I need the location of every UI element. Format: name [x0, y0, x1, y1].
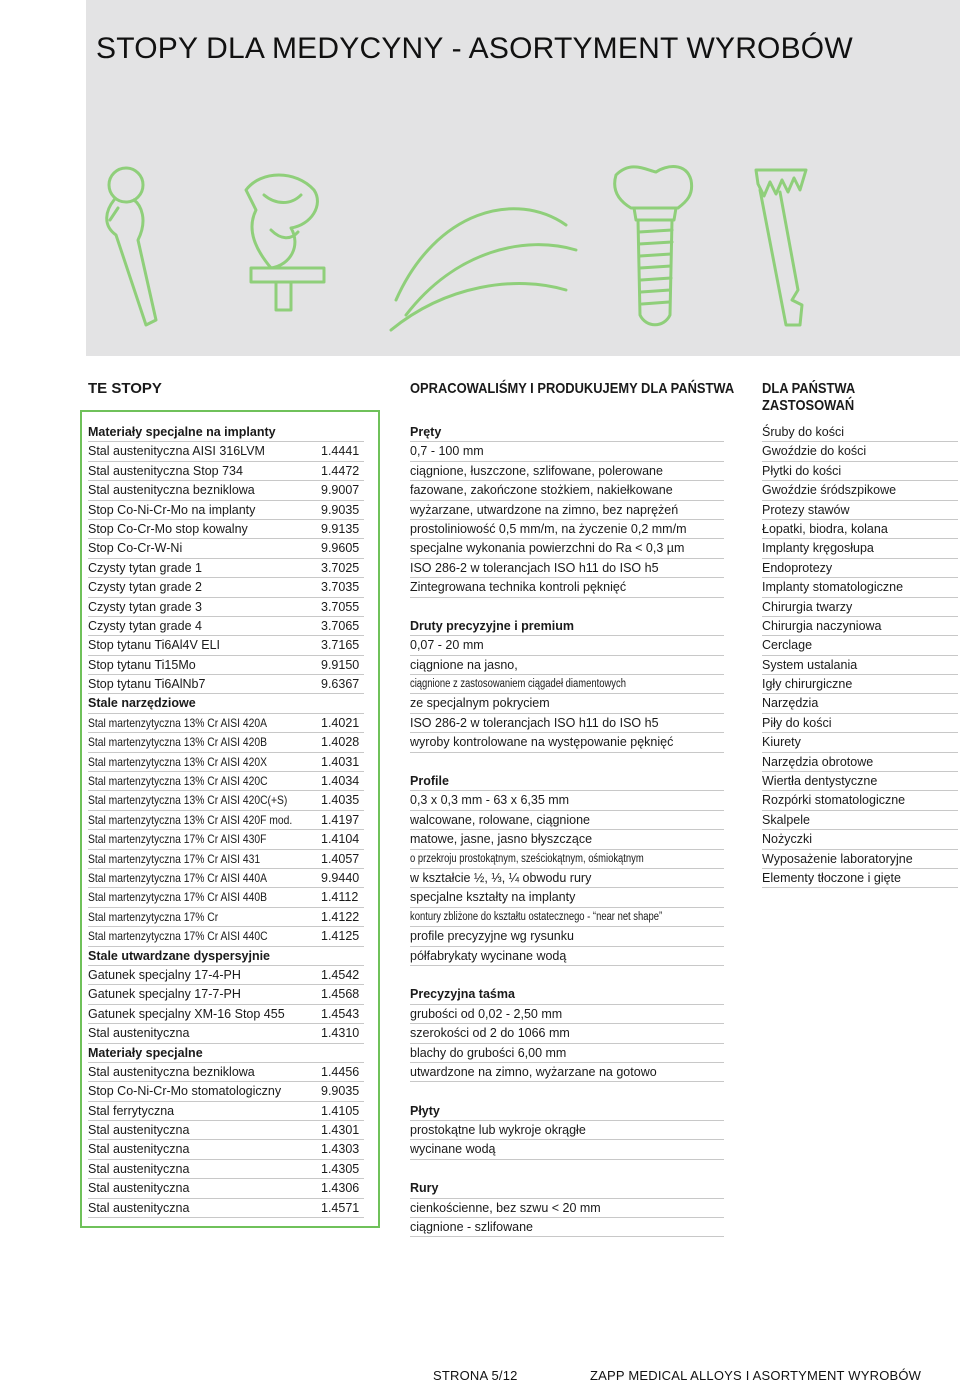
list-item	[88, 501, 364, 520]
list-item	[88, 985, 364, 1004]
application-item	[762, 753, 958, 772]
material-code: 9.9007	[321, 483, 360, 498]
list-item	[410, 908, 724, 927]
material-code: 1.4310	[321, 1026, 360, 1041]
material-code: 1.4571	[321, 1200, 360, 1215]
application-item	[762, 578, 958, 597]
list-item	[88, 927, 364, 946]
material-code: 1.4105	[321, 1103, 360, 1118]
material-code: 1.4543	[321, 1006, 360, 1021]
list-item	[410, 714, 724, 733]
section-heading	[410, 772, 724, 791]
section-heading	[88, 694, 364, 713]
list-item	[88, 1063, 364, 1082]
item-name: Stal austenityczna Stop 734	[88, 463, 243, 478]
item-name: Stal martenzytyczna 13% Cr AISI 420A	[88, 715, 267, 730]
application-item	[762, 501, 958, 520]
item-name: Stal austenityczna bezniklowa	[88, 483, 255, 498]
section-heading	[410, 985, 724, 1004]
material-code: 1.4542	[321, 967, 360, 982]
list-item	[88, 675, 364, 694]
material-code: 9.9135	[321, 521, 360, 536]
item-name: Stal martenzytyczna 17% Cr AISI 431	[88, 851, 261, 866]
item-name: blachy do grubości 6,00 mm	[410, 1045, 567, 1060]
list-item	[410, 1199, 724, 1218]
products-list	[410, 423, 724, 1237]
spacer	[410, 1160, 724, 1179]
material-code: 1.4472	[321, 463, 360, 478]
item-name: System ustalania	[762, 657, 858, 672]
spacer	[410, 966, 724, 985]
list-item	[410, 1005, 724, 1024]
application-item	[762, 830, 958, 849]
item-name: fazowane, zakończone stożkiem, nakiełkowane	[410, 483, 673, 498]
item-name: grubości od 0,02 - 2,50 mm	[410, 1006, 563, 1021]
item-name: Cerclage	[762, 638, 813, 653]
mid-column-heading: OPRACOWALIŚMY I PRODUKUJEMY DLA PAŃSTWA	[410, 380, 735, 397]
material-code: 1.4057	[321, 851, 360, 866]
application-item	[762, 520, 958, 539]
list-item	[410, 1024, 724, 1043]
item-name: o przekroju prostokątnym, sześciokątnym, ośmiokątnym	[410, 852, 644, 865]
material-code: 1.4122	[321, 909, 360, 924]
list-item	[410, 830, 724, 849]
material-code: 3.7035	[321, 580, 360, 595]
item-name: półfabrykaty wycinane wodą	[410, 948, 567, 963]
item-name: Stal austenityczna	[88, 1181, 190, 1196]
item-name: 0,7 - 100 mm	[410, 444, 484, 459]
applications-list	[762, 423, 958, 888]
list-item	[88, 539, 364, 558]
item-name: Narzędzia	[762, 696, 819, 711]
spacer	[410, 598, 724, 617]
material-code: 1.4028	[321, 735, 360, 750]
list-item	[410, 1044, 724, 1063]
list-item	[88, 1102, 364, 1121]
item-name: Implanty stomatologiczne	[762, 580, 904, 595]
item-name: ISO 286-2 w tolerancjach ISO h11 do ISO h5	[410, 560, 659, 575]
material-code: 9.6367	[321, 677, 360, 692]
material-code: 1.4456	[321, 1064, 360, 1079]
material-code: 1.4306	[321, 1181, 360, 1196]
item-name: specjalne wykonania powierzchni do Ra < 0,3 µm	[410, 541, 685, 556]
item-name: Pręty	[410, 425, 442, 439]
list-item	[410, 947, 724, 966]
application-item	[762, 675, 958, 694]
material-code: 1.4125	[321, 929, 360, 944]
item-name: 0,07 - 20 mm	[410, 638, 484, 653]
application-item	[762, 714, 958, 733]
material-code: 3.7065	[321, 618, 360, 633]
list-item	[410, 1121, 724, 1140]
list-item	[410, 539, 724, 558]
section-heading	[88, 947, 364, 966]
material-code: 3.7165	[321, 638, 360, 653]
list-item	[410, 636, 724, 655]
item-name: Stal martenzytyczna 17% Cr	[88, 909, 219, 924]
item-name: Rozpórki stomatologiczne	[762, 793, 906, 808]
list-item	[88, 830, 364, 849]
application-item	[762, 462, 958, 481]
item-name: Śruby do kości	[762, 425, 844, 439]
item-name: prostokątne lub wykroje okrągłe	[410, 1123, 586, 1138]
section-heading	[410, 423, 724, 442]
material-code: 1.4305	[321, 1161, 360, 1176]
item-name: Czysty tytan grade 2	[88, 580, 202, 595]
list-item	[88, 1179, 364, 1198]
item-name: Gwoździe do kości	[762, 444, 867, 459]
item-name: Stal austenityczna	[88, 1200, 190, 1215]
item-name: Zintegrowana technika kontroli pęknięć	[410, 580, 627, 595]
list-item	[410, 481, 724, 500]
list-item	[88, 888, 364, 907]
item-name: Czysty tytan grade 4	[88, 618, 202, 633]
item-name: Nożyczki	[762, 832, 813, 847]
application-item	[762, 636, 958, 655]
list-item	[88, 850, 364, 869]
section-heading	[410, 617, 724, 636]
application-item	[762, 733, 958, 752]
application-item	[762, 539, 958, 558]
item-name: Stale utwardzane dyspersyjnie	[88, 948, 271, 963]
application-item	[762, 598, 958, 617]
list-item	[410, 656, 724, 675]
item-name: Stal martenzytyczna 17% Cr AISI 440B	[88, 890, 267, 905]
application-item	[762, 423, 958, 442]
item-name: Stal martenzytyczna 17% Cr AISI 440C	[88, 929, 268, 944]
material-code: 9.9035	[321, 1084, 360, 1099]
material-code: 1.4021	[321, 715, 360, 730]
item-name: Gatunek specjalny 17-7-PH	[88, 987, 241, 1002]
list-item	[88, 636, 364, 655]
item-name: kontury zbliżone do kształtu ostatecznego - “near net shape”	[410, 910, 663, 923]
material-code: 1.4112	[321, 890, 359, 905]
list-item	[410, 733, 724, 752]
list-item	[88, 559, 364, 578]
item-name: Stop Co-Cr-Mo stop kowalny	[88, 521, 248, 536]
item-name: Materiały specjalne na implanty	[88, 425, 276, 439]
spacer	[410, 753, 724, 772]
material-code: 1.4301	[321, 1123, 360, 1138]
application-item	[762, 869, 958, 888]
item-name: Stal martenzytyczna 13% Cr AISI 420X	[88, 754, 267, 769]
item-name: Czysty tytan grade 3	[88, 599, 202, 614]
item-name: Stop Co-Ni-Cr-Mo stomatologiczny	[88, 1084, 282, 1099]
list-item	[410, 811, 724, 830]
item-name: Skalpele	[762, 812, 810, 827]
item-name: Stale narzędziowe	[88, 696, 196, 711]
item-name: Łopatki, biodra, kolana	[762, 521, 888, 536]
list-item	[88, 462, 364, 481]
material-code: 1.4104	[321, 832, 360, 847]
list-item	[88, 1140, 364, 1159]
item-name: ciągnione na jasno,	[410, 657, 518, 672]
list-item	[88, 772, 364, 791]
list-item	[88, 753, 364, 772]
material-code: 1.4197	[321, 812, 360, 827]
list-item	[410, 1063, 724, 1082]
item-name: Stal austenityczna AISI 316LVM	[88, 444, 265, 459]
materials-list	[88, 423, 364, 1218]
item-name: Stal martenzytyczna 13% Cr AISI 420C(+S)	[88, 793, 288, 808]
list-item	[410, 442, 724, 461]
item-name: Stal austenityczna	[88, 1161, 190, 1176]
list-item	[88, 520, 364, 539]
list-item	[88, 733, 364, 752]
material-code: 1.4441	[321, 444, 360, 459]
item-name: Stal austenityczna	[88, 1026, 190, 1041]
section-heading	[410, 1179, 724, 1198]
item-name: Elementy tłoczone i gięte	[762, 870, 901, 885]
material-code: 9.9150	[321, 657, 360, 672]
item-name: Gatunek specjalny XM-16 Stop 455	[88, 1006, 285, 1021]
section-heading	[410, 1102, 724, 1121]
item-name: Stal austenityczna	[88, 1123, 190, 1138]
item-name: Gatunek specjalny 17-4-PH	[88, 967, 241, 982]
material-code: 1.4035	[321, 793, 360, 808]
application-item	[762, 617, 958, 636]
list-item	[410, 888, 724, 907]
item-name: Piły do kości	[762, 715, 832, 730]
material-code: 1.4568	[321, 987, 360, 1002]
list-item	[88, 656, 364, 675]
item-name: Stal martenzytyczna 17% Cr AISI 430F	[88, 832, 267, 847]
material-code: 1.4034	[321, 774, 360, 789]
list-item	[88, 811, 364, 830]
item-name: szerokości od 2 do 1066 mm	[410, 1026, 570, 1041]
item-name: specjalne kształty na implanty	[410, 890, 576, 905]
page-title: STOPY DLA MEDYCYNY - ASORTYMENT WYROBÓW	[96, 32, 853, 65]
item-name: ze specjalnym pokryciem	[410, 696, 550, 711]
page-number: STRONA 5/12	[433, 1368, 518, 1383]
application-item	[762, 811, 958, 830]
item-name: ISO 286-2 w tolerancjach ISO h11 do ISO h5	[410, 715, 659, 730]
item-name: 0,3 x 0,3 mm - 63 x 6,35 mm	[410, 793, 570, 808]
item-name: Chirurgia naczyniowa	[762, 618, 882, 633]
item-name: Stal ferrytyczna	[88, 1103, 175, 1118]
list-item	[410, 927, 724, 946]
item-name: ciągnione - szlifowane	[410, 1220, 533, 1235]
item-name: Czysty tytan grade 1	[88, 560, 202, 575]
material-code: 9.9605	[321, 541, 360, 556]
item-name: Wyposażenie laboratoryjne	[762, 851, 913, 866]
item-name: Endoprotezy	[762, 560, 833, 575]
list-item	[88, 1199, 364, 1218]
item-name: Precyzyjna taśma	[410, 987, 515, 1002]
section-heading	[88, 1044, 364, 1063]
item-name: Stal martenzytyczna 13% Cr AISI 420F mod.	[88, 812, 293, 827]
list-item	[410, 520, 724, 539]
application-item	[762, 791, 958, 810]
list-item	[410, 462, 724, 481]
list-item	[88, 598, 364, 617]
item-name: Implanty kręgosłupa	[762, 541, 874, 556]
list-item	[88, 442, 364, 461]
hip-implant-icon	[107, 168, 156, 325]
item-name: prostoliniowość 0,5 mm/m, na życzenie 0,2 mm/m	[410, 521, 687, 536]
list-item	[88, 869, 364, 888]
list-item	[88, 1082, 364, 1101]
material-code: 3.7025	[321, 560, 360, 575]
application-item	[762, 481, 958, 500]
application-item	[762, 442, 958, 461]
item-name: Kiurety	[762, 735, 801, 750]
list-item	[410, 791, 724, 810]
item-name: Stop Co-Cr-W-Ni	[88, 541, 183, 556]
knee-implant-icon	[246, 175, 324, 310]
item-name: Chirurgia twarzy	[762, 599, 853, 614]
item-name: Wiertła dentystyczne	[762, 774, 878, 789]
item-name: ciągnione z zastosowaniem ciągadeł diamentowych	[410, 678, 626, 691]
item-name: wyżarzane, utwardzone na zimno, bez naprężeń	[410, 502, 679, 517]
item-name: Igły chirurgiczne	[762, 677, 853, 692]
item-name: Płytki do kości	[762, 463, 842, 478]
left-column-heading: TE STOPY	[88, 380, 162, 397]
item-name: Stop tytanu Ti6Al4V ELI	[88, 638, 221, 653]
list-item	[88, 1005, 364, 1024]
application-item	[762, 559, 958, 578]
list-item	[88, 578, 364, 597]
list-item	[410, 1140, 724, 1159]
material-code: 9.9440	[321, 870, 360, 885]
list-item	[410, 675, 724, 694]
item-name: Profile	[410, 774, 449, 789]
item-name: walcowane, rolowane, ciągnione	[410, 812, 590, 827]
item-name: cienkościenne, bez szwu < 20 mm	[410, 1200, 601, 1215]
material-code: 1.4303	[321, 1142, 360, 1157]
item-name: Stop Co-Ni-Cr-Mo na implanty	[88, 502, 256, 517]
item-name: matowe, jasne, jasno błyszczące	[410, 832, 593, 847]
list-item	[88, 481, 364, 500]
item-name: Druty precyzyjne i premium	[410, 618, 574, 633]
spacer	[410, 1082, 724, 1101]
material-code: 1.4031	[321, 754, 360, 769]
list-item	[410, 850, 724, 869]
item-name: Gwoździe śródszpikowe	[762, 483, 897, 498]
list-item	[88, 1160, 364, 1179]
item-name: Protezy stawów	[762, 502, 850, 517]
list-item	[410, 501, 724, 520]
item-name: Stal martenzytyczna 13% Cr AISI 420C	[88, 774, 268, 789]
application-item	[762, 850, 958, 869]
list-item	[410, 559, 724, 578]
list-item	[88, 714, 364, 733]
list-item	[88, 966, 364, 985]
item-name: Stop tytanu Ti6AlNb7	[88, 677, 206, 692]
item-name: wyroby kontrolowane na występowanie pęknięć	[410, 735, 674, 750]
list-item	[410, 869, 724, 888]
item-name: Płyty	[410, 1103, 440, 1118]
section-heading	[88, 423, 364, 442]
list-item	[88, 617, 364, 636]
item-name: w kształcie ½, ⅓, ¼ obwodu rury	[410, 870, 592, 885]
item-name: Narzędzia obrotowe	[762, 754, 874, 769]
item-name: utwardzone na zimno, wyżarzane na gotowo	[410, 1064, 657, 1079]
material-code: 3.7055	[321, 599, 360, 614]
item-name: Rury	[410, 1181, 439, 1196]
item-name: Stal martenzytyczna 17% Cr AISI 440A	[88, 870, 267, 885]
list-item	[88, 1121, 364, 1140]
list-item	[410, 694, 724, 713]
footer-brand: ZAPP MEDICAL ALLOYS I ASORTYMENT WYROBÓW	[590, 1368, 922, 1383]
item-name: ciągnione, łuszczone, szlifowane, polerowane	[410, 463, 663, 478]
application-item	[762, 656, 958, 675]
item-name: Stal austenityczna bezniklowa	[88, 1064, 255, 1079]
dental-implant-icon	[615, 167, 692, 325]
list-item	[88, 1024, 364, 1043]
item-name: Stal austenityczna	[88, 1142, 190, 1157]
list-item	[88, 791, 364, 810]
item-name: profile precyzyjne wg rysunku	[410, 929, 574, 944]
curved-wires-icon	[391, 209, 576, 330]
application-item	[762, 772, 958, 791]
application-item	[762, 694, 958, 713]
illustrations	[86, 150, 960, 350]
item-name: Materiały specjalne	[88, 1045, 203, 1060]
list-item	[410, 578, 724, 597]
list-item	[410, 1218, 724, 1237]
list-item	[88, 908, 364, 927]
item-name: Stop tytanu Ti15Mo	[88, 657, 196, 672]
item-name: Stal martenzytyczna 13% Cr AISI 420B	[88, 735, 267, 750]
item-name: wycinane wodą	[410, 1142, 496, 1157]
material-code: 9.9035	[321, 502, 360, 517]
right-column-heading: DLA PAŃSTWA ZASTOSOWAŃ	[762, 380, 855, 414]
bone-rasp-icon	[756, 170, 806, 325]
